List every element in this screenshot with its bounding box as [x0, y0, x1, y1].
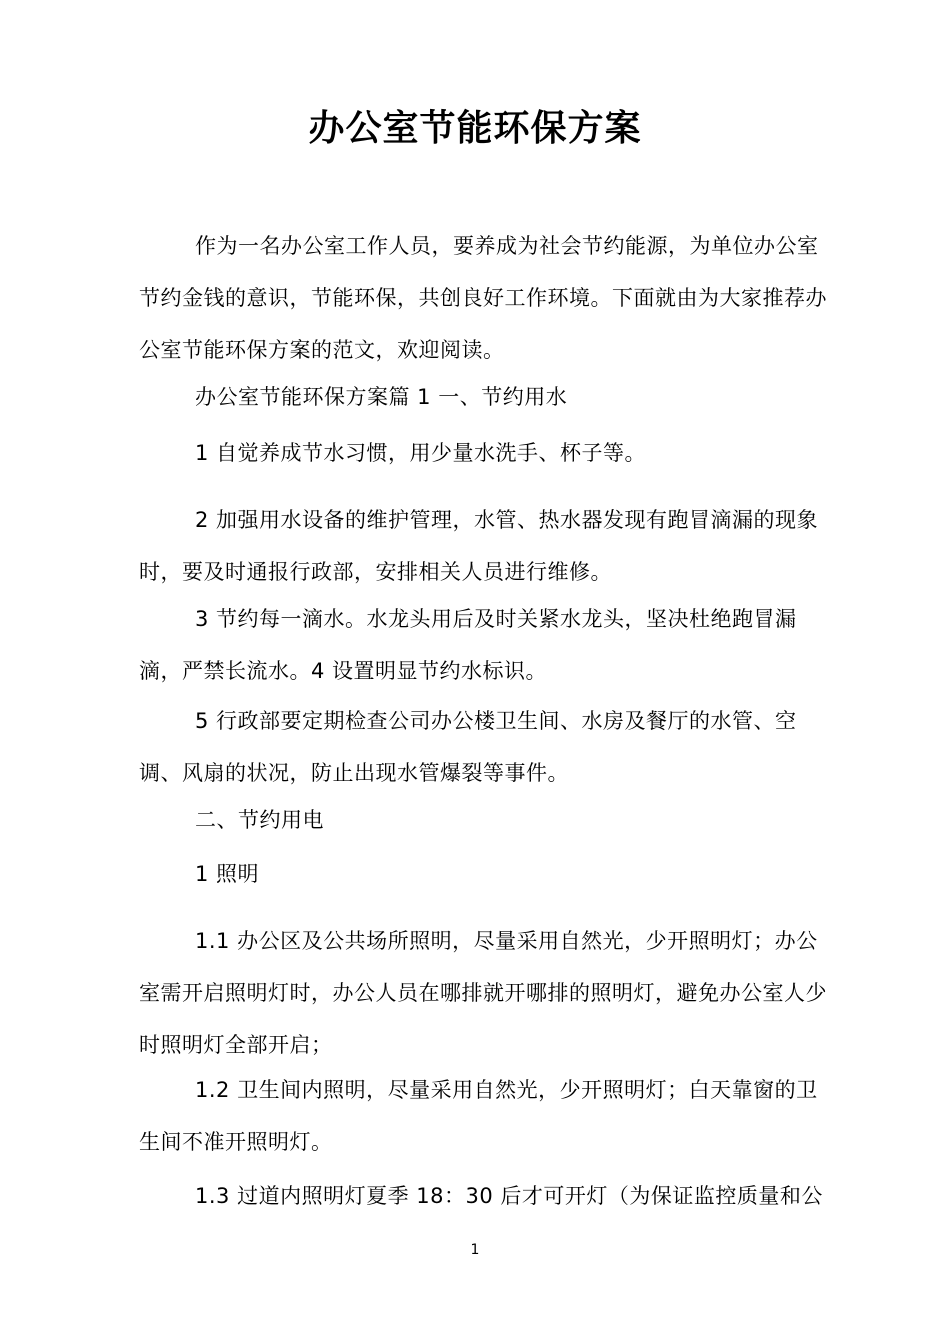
paragraph-water-3-4: 3 节约每一滴水。水龙头用后及时关紧水龙头，坚决杜绝跑冒漏滴，严禁长流水。4 设置明显节约水标识。 — [139, 607, 797, 683]
paragraph-water-2: 2 加强用水设备的维护管理，水管、热水器发现有跑冒滴漏的现象时，要及时通报行政部，安排相关人员进行维修。 — [139, 508, 819, 584]
page-number: 1 — [470, 1242, 480, 1258]
document-title: 办公室节能环保方案 — [308, 108, 642, 149]
paragraph-section-2-heading: 二、节约用电 — [195, 808, 324, 832]
paragraph-section-1-heading: 办公室节能环保方案篇 1 一、节约用水 — [195, 385, 568, 409]
paragraph-lighting-1-2: 1.2 卫生间内照明，尽量采用自然光，少开照明灯；白天靠窗的卫生间不准开照明灯。 — [139, 1078, 818, 1154]
paragraph-lighting-heading: 1 照明 — [195, 862, 260, 886]
paragraph-water-1: 1 自觉养成节水习惯，用少量水洗手、杯子等。 — [195, 441, 647, 465]
paragraph-water-5: 5 行政部要定期检查公司办公楼卫生间、水房及餐厅的水管、空调、风扇的状况，防止出现水管爆裂等事件。 — [139, 709, 797, 785]
paragraph-intro: 作为一名办公室工作人员，要养成为社会节约能源，为单位办公室节约金钱的意识，节能环保，共创良好工作环境。下面就由为大家推荐办公室节能环保方案的范文，欢迎阅读。 — [139, 234, 827, 362]
paragraph-lighting-1-1: 1.1 办公区及公共场所照明，尽量采用自然光，少开照明灯；办公室需开启照明灯时，办公人员在哪排就开哪排的照明灯，避免办公室人少时照明灯全部开启； — [139, 929, 827, 1057]
paragraph-lighting-1-3: 1.3 过道内照明灯夏季 18：30 后才可开灯（为保证监控质量和公 — [195, 1184, 823, 1208]
